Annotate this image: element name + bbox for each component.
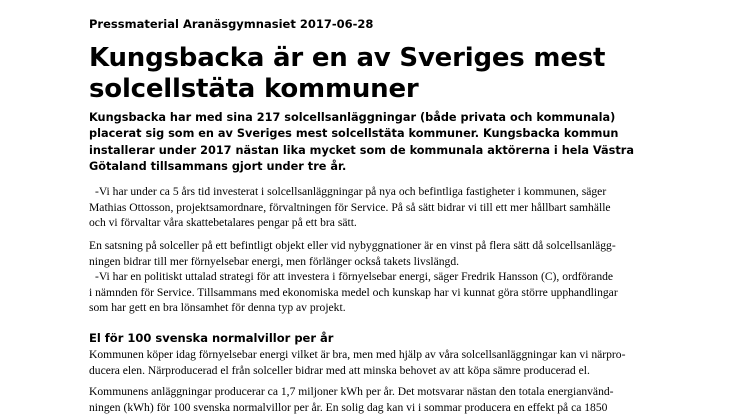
lead-line: Götaland tillsammans gjort under tre år. bbox=[89, 160, 347, 174]
body-line: ducera elen. Närproducerad el från solceller bidrar med att minska behovet av att köpa sämre producerad el. bbox=[89, 363, 590, 377]
section-heading: El för 100 svenska normalvillor per år bbox=[89, 331, 334, 345]
body-line: Kommunen köper idag förnyelsebar energi vilket är bra, men med hjälp av våra solcellsanläggningar kan vi närpro- bbox=[89, 348, 626, 361]
body-line: ningen bidrar till mer förnyelsebar energi, men förlänger också takets livslängd. bbox=[89, 254, 460, 268]
body-line: och vi förvaltar våra skattebetalares pengar på ett bra sätt. bbox=[89, 216, 357, 230]
body-line: -Vi har under ca 5 års tid investerat i solcellsanläggningar på nya och befintliga fastigheter i kommunen, säger bbox=[95, 185, 607, 198]
body-line: Mathias Ottosson, projektsamordnare, förvaltningen för Service. På så sätt bidrar vi till ett mer hållbart samhälle bbox=[89, 200, 611, 214]
body-line: Kommunens anläggningar producerar ca 1,7 miljoner kWh per år. Det motsvarar nästan den totala energianvänd- bbox=[89, 385, 614, 398]
body-line: som har gett en bra lönsamhet för denna typ av projekt. bbox=[89, 301, 346, 315]
press-kicker: Pressmaterial Aranäsgymnasiet 2017-06-28 bbox=[89, 17, 374, 31]
body-paragraph-production bbox=[89, 384, 659, 415]
headline bbox=[89, 43, 605, 105]
lead-paragraph bbox=[89, 110, 659, 176]
lead-line: placerat sig som en av Sveriges mest solcellstäta kommuner. Kungsbacka kommun bbox=[89, 127, 619, 141]
headline-line: solcellstäta kommuner bbox=[89, 74, 419, 104]
body-line: ningen (kWh) för 100 svenska normalvillor per år. En solig dag kan vi i sommar producera en effekt på ca 1850 bbox=[89, 400, 608, 414]
body-paragraph-local-energy bbox=[89, 347, 659, 378]
quote-paragraph-ottosson bbox=[89, 184, 659, 231]
body-line: i nämnden för Service. Tillsammans med ekonomiska medel och kunskap har vi kunnat göra större upphandlingar bbox=[89, 285, 618, 299]
lead-line: installerar under 2017 nästan lika mycket som de kommunala aktörerna i hela Västra bbox=[89, 143, 634, 157]
body-line: -Vi har en politiskt uttalad strategi för att investera i förnyelsebar energi, säger Fredrik Hansson (C), ordförande bbox=[95, 270, 614, 283]
quote-paragraph-hansson bbox=[89, 269, 659, 316]
body-paragraph-investment bbox=[89, 238, 659, 269]
headline-line: Kungsbacka är en av Sveriges mest bbox=[89, 43, 606, 73]
lead-line: Kungsbacka har med sina 217 solcellsanläggningar (både privata och kommunala) bbox=[89, 111, 616, 124]
body-line: En satsning på solceller på ett befintligt objekt eller vid nybyggnationer är en vinst på flera sätt då solcellsanlägg- bbox=[89, 239, 616, 252]
